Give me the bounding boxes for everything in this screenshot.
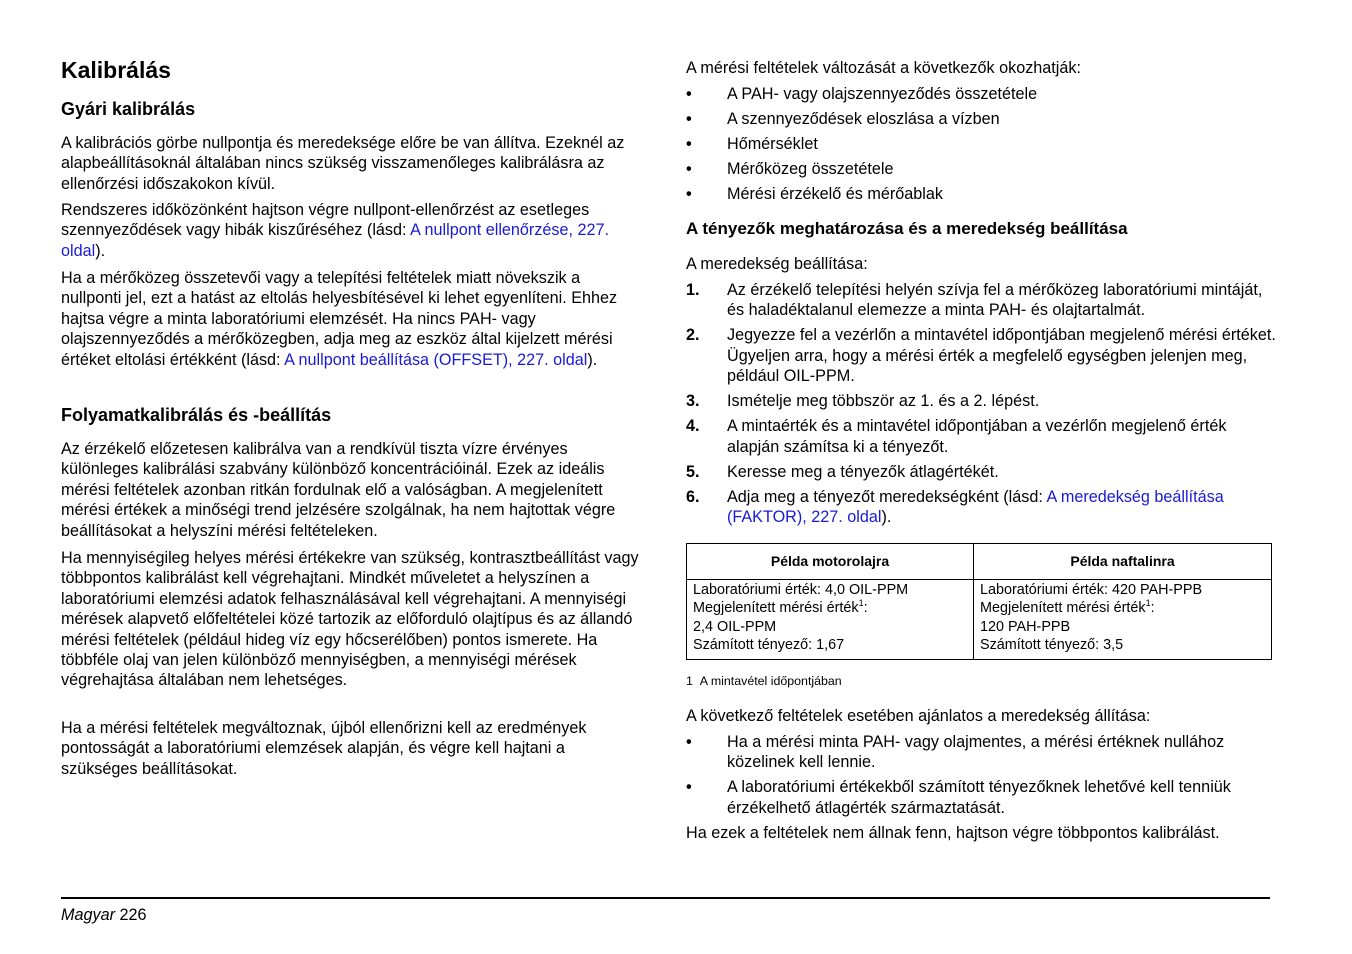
section-heading-factory-calibration: Gyári kalibrálás bbox=[61, 99, 196, 119]
section-heading-process-calibration: Folyamatkalibrálás és -beállítás bbox=[61, 405, 332, 425]
link-slope-factor[interactable]: A meredekség beállítása (FAKTOR), 227. oldal bbox=[727, 487, 1224, 527]
paragraph: Ha a mérőközeg összetevői vagy a telepítési feltételek miatt növekszik a nullponti jel, ezt a hatást az eltolás helyesbítésével ki lehet egyenlíteni. Ehhez hajtsa végre a minta laboratóriumi elemzését. Ha nincs PAH- vagy olajszennyeződés a mérőközegben, adja meg az eszköz által kijelzett mérési értéket eltolási értékként (lásd: A nullpont beállítása (OFFSET), 227. oldal). bbox=[61, 269, 618, 369]
paragraph: Ha a mérési feltételek megváltoznak, újból ellenőrizni kell az eredmények pontosságát a laboratóriumi elemzések alapján, és végre kell hajtani a szükséges beállításokat. bbox=[61, 719, 587, 778]
paragraph: A mérési feltételek változását a következők okozhatják: bbox=[686, 59, 1081, 77]
paragraph: A kalibrációs görbe nullpontja és meredeksége előre be van állítva. Ezeknél az alapbeállításoknál általában nincs szükség visszamenőleges kalibrálásra az ellenőrzési időszakokon kívül. bbox=[61, 134, 625, 193]
table-header: Példa motorolajra bbox=[687, 544, 974, 580]
paragraph: Rendszeres időközönként hajtson végre nullpont-ellenőrzést az esetleges szennyeződések vagy hibák kiszűréséhez (lásd: A nullpont ellenőrzése, 227. oldal). bbox=[61, 201, 610, 260]
paragraph: Az érzékelő előzetesen kalibrálva van a rendkívül tiszta vízre érvényes különleges kalibrálási szabvány különböző koncentrációinál. Ezek az ideális mérési feltételek azonban ritkán fordulnak elő a valóságban. A megjelenített mérési értékek a minőségi trend jelzésére szolgálnak, ha nem hajtottak végre beállításokat a helyszíni mérési feltételeken. bbox=[61, 440, 616, 540]
steps-list bbox=[686, 280, 1276, 527]
step-item: 5. Keresse meg a tényezők átlagértékét. bbox=[686, 462, 999, 481]
paragraph: A meredekség beállítása: bbox=[686, 255, 868, 273]
paragraph: Ha mennyiségileg helyes mérési értékekre van szükség, kontrasztbeállítást vagy többpontos kalibrálást kell végrehajtani. Mindkét műveletet a helyszínen a laboratóriumi elemzési adatok felhasználásával kell végrehajtani. A mennyiségi mérések alapvető előfeltételei közé tartozik az előforduló olajtípus és az állandó mérési feltételek (például hideg víz egy hőcserélőben) pontos ismerete. Ha többféle olaj van jelen különböző mennyiségben, a mennyiségi mérések végrehajtása általában nem lehetséges. bbox=[61, 549, 639, 690]
section-heading-factors: A tényezők meghatározása és a meredekség beállítása bbox=[686, 219, 1128, 238]
page-footer: Magyar 226 bbox=[61, 906, 147, 924]
list-item: • Hőmérséklet bbox=[686, 134, 1276, 154]
step-item: 3. Ismételje meg többször az 1. és a 2. lépést. bbox=[686, 392, 1040, 411]
table-cell: Laboratóriumi érték: 4,0 OIL-PPM Megjelenített mérési érték$^1$: 2,4 OIL-PPM Számított tényező: 1,67 bbox=[687, 580, 974, 660]
list-item: • A laboratóriumi értékekből számított tényezőknek lehetővé kell tenniük érzékelhető átlagérték származtatását. bbox=[686, 777, 1276, 818]
link-zero-check[interactable]: A nullpont ellenőrzése, 227. oldal bbox=[61, 221, 610, 260]
list-item: • Mérőközeg összetétele bbox=[686, 159, 1276, 179]
condition-list bbox=[686, 732, 1276, 818]
list-item: • Ha a mérési minta PAH- vagy olajmentes, a mérési értéknek nullához közelinek kell lennie. bbox=[686, 732, 1276, 773]
list-item: • A PAH- vagy olajszennyeződés összetétele bbox=[686, 84, 1276, 104]
step-item: 6. Adja meg a tényezőt meredekségként (lásd: A meredekség beállítása (FAKTOR), 227. oldal). bbox=[686, 487, 1224, 527]
page-title: Kalibrálás bbox=[61, 57, 171, 83]
footnote: 1 A mintavétel időpontjában bbox=[686, 674, 842, 688]
step-item: 1. Az érzékelő telepítési helyén szívja fel a mérőközeg laboratóriumi mintáját, és haladéktalanul elemezze a minta PAH- és olajtartalmát. bbox=[686, 281, 1263, 320]
step-item: 4. A mintaérték és a mintavétel időpontjában a vezérlőn megjelenő érték alapján számítsa ki a tényezőt. bbox=[686, 417, 1227, 456]
bullet-list bbox=[686, 84, 1276, 204]
list-item: • Mérési érzékelő és mérőablak bbox=[686, 184, 1276, 204]
list-item: • A szennyeződések eloszlása a vízben bbox=[686, 109, 1276, 129]
paragraph: Ha ezek a feltételek nem állnak fenn, hajtson végre többpontos kalibrálást. bbox=[686, 824, 1220, 842]
table-header: Példa naftalinra bbox=[974, 544, 1272, 580]
table-cell: Laboratóriumi érték: 420 PAH-PPB Megjelenített mérési érték$^1$: 120 PAH-PPB Számított tényező: 3,5 bbox=[974, 580, 1272, 660]
step-item: 2. Jegyezze fel a vezérlőn a mintavétel időpontjában megjelenő mérési értéket. Ügyeljen arra, hogy a mérési érték a megfelelő egységben jelenjen meg, például OIL-PPM. bbox=[686, 326, 1276, 386]
example-table bbox=[686, 543, 1272, 660]
paragraph: A következő feltételek esetében ajánlatos a meredekség állítása: bbox=[686, 707, 1151, 725]
link-zero-offset[interactable]: A nullpont beállítása (OFFSET), 227. oldal bbox=[284, 350, 588, 369]
footer-divider bbox=[61, 897, 1270, 899]
